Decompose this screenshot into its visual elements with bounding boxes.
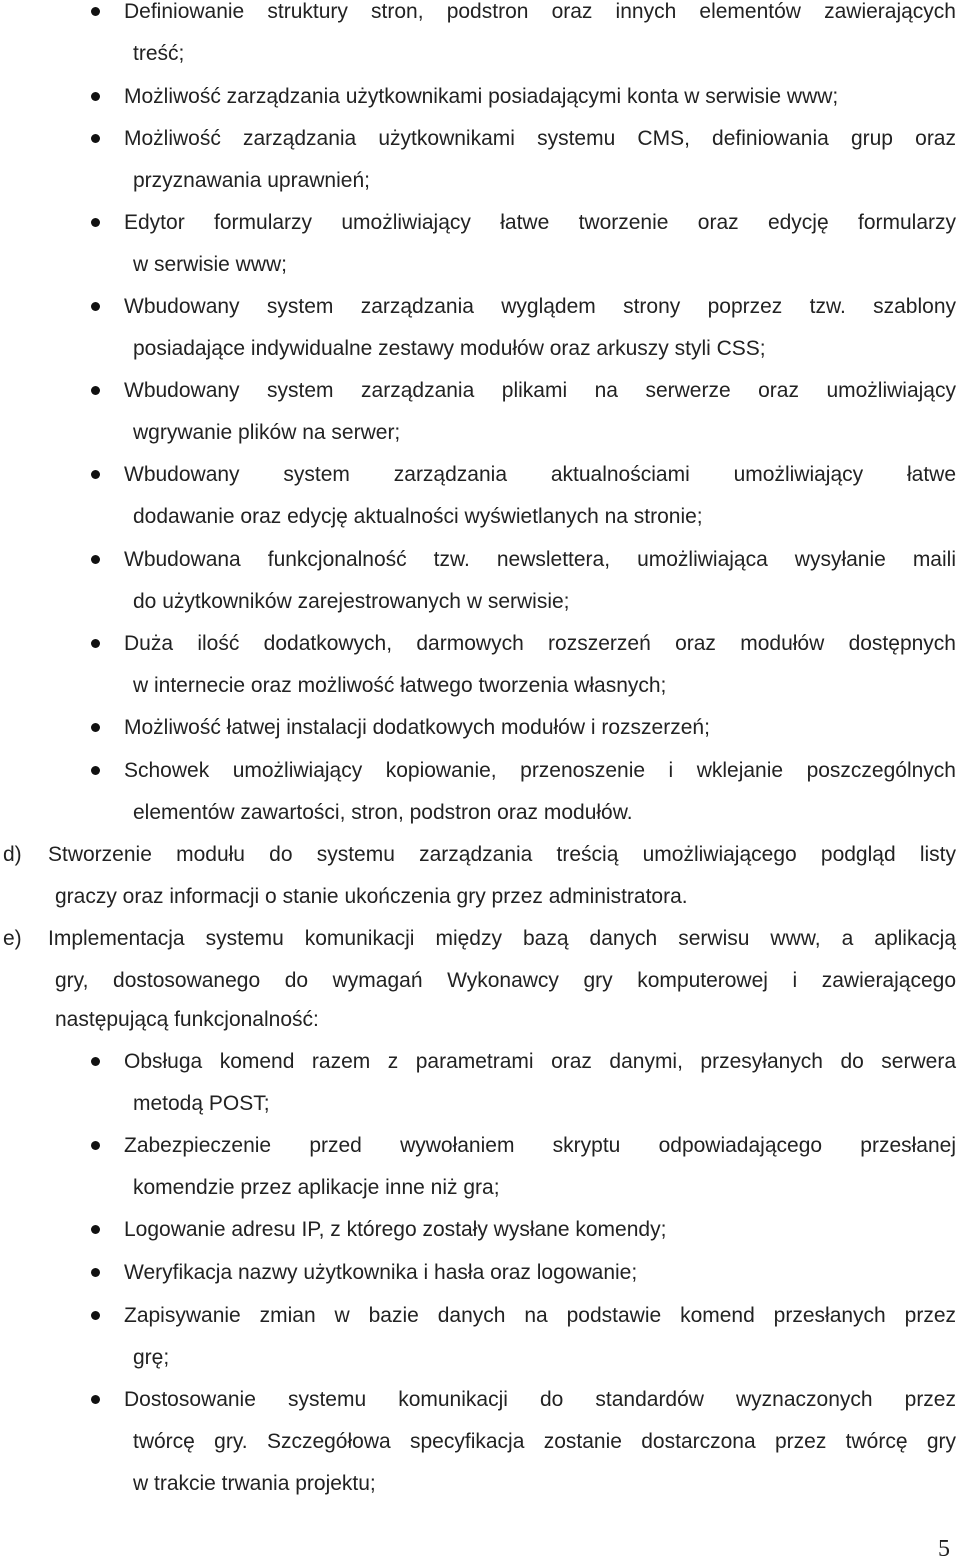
section-marker-d: d) [3,843,22,866]
bullet-marker [91,1057,100,1066]
section-d-line: Stworzenie modułu do systemu zarządzania treścią umożliwiającego podgląd listy [48,843,956,866]
list-item-line: metodą POST; [133,1092,270,1115]
list-item-line: Definiowanie struktury stron, podstron oraz innych elementów zawierających [124,0,956,23]
list-item-line: Wbudowana funkcjonalność tzw. newslettera, umożliwiająca wysyłanie maili [124,548,956,571]
list-item-line: dodawanie oraz edycję aktualności wyświetlanych na stronie; [133,505,703,528]
list-item-line: Wbudowany system zarządzania wyglądem strony poprzez tzw. szablony [124,295,956,318]
list-item-line: Zabezpieczenie przed wywołaniem skryptu odpowiadającego przesłanej [124,1134,956,1157]
bullet-marker [91,766,100,775]
list-item-line: Możliwość łatwej instalacji dodatkowych modułów i rozszerzeń; [124,716,710,739]
list-item-line: posiadające indywidualne zestawy modułów oraz arkuszy styli CSS; [133,337,766,360]
bullet-marker [91,134,100,143]
list-item-line: Wbudowany system zarządzania aktualnościami umożliwiający łatwe [124,463,956,486]
bullet-marker [91,723,100,732]
bullet-marker [91,470,100,479]
list-item-line: Weryfikacja nazwy użytkownika i hasła oraz logowanie; [124,1261,638,1284]
list-item-line: Możliwość zarządzania użytkownikami systemu CMS, definiowania grup oraz [124,127,956,150]
list-item-line: komendzie przez aplikacje inne niż gra; [133,1176,500,1199]
list-item-line: grę; [133,1346,170,1369]
bullet-marker [91,7,100,16]
bullet-marker [91,92,100,101]
list-item-line: wgrywanie plików na serwer; [133,421,401,444]
list-item-line: w serwisie www; [133,253,288,276]
bullet-marker [91,1268,100,1277]
list-item-line: Wbudowany system zarządzania plikami na serwerze oraz umożliwiający [124,379,956,402]
bullet-marker [91,555,100,564]
bullet-marker [91,1395,100,1404]
bullet-marker [91,1225,100,1234]
list-item-line: Dostosowanie systemu komunikacji do standardów wyznaczonych przez [124,1388,956,1411]
section-e-line: następującą funkcjonalność: [55,1008,319,1031]
bullet-marker [91,639,100,648]
list-item-line: w trakcie trwania projektu; [133,1472,376,1495]
list-item-line: Możliwość zarządzania użytkownikami posiadającymi konta w serwisie www; [124,85,839,108]
bullet-marker [91,1311,100,1320]
list-item-line: elementów zawartości, stron, podstron oraz modułów. [133,801,633,824]
section-e-line: gry, dostosowanego do wymagań Wykonawcy gry komputerowej i zawierającego [55,969,956,992]
list-item-line: do użytkowników zarejestrowanych w serwisie; [133,590,570,613]
section-marker-e: e) [3,927,22,950]
section-e-line: Implementacja systemu komunikacji między bazą danych serwisu www, a aplikacją [48,927,956,950]
list-item-line: twórcę gry. Szczegółowa specyfikacja zostanie dostarczona przez twórcę gry [133,1430,956,1453]
list-item-line: Edytor formularzy umożliwiający łatwe tworzenie oraz edycję formularzy [124,211,956,234]
list-item-line: w internecie oraz możliwość łatwego tworzenia własnych; [133,674,667,697]
list-item-line: Duża ilość dodatkowych, darmowych rozszerzeń oraz modułów dostępnych [124,632,956,655]
bullet-marker [91,302,100,311]
list-item-line: Obsługa komend razem z parametrami oraz danymi, przesyłanych do serwera [124,1050,956,1073]
page-number: 5 [938,1536,950,1562]
bullet-marker [91,218,100,227]
bullet-marker [91,386,100,395]
section-d-line: graczy oraz informacji o stanie ukończenia gry przez administratora. [55,885,688,908]
bullet-marker [91,1141,100,1150]
list-item-line: treść; [133,42,185,65]
list-item-line: Zapisywanie zmian w bazie danych na podstawie komend przesłanych przez [124,1304,956,1327]
list-item-line: Logowanie adresu IP, z którego zostały wysłane komendy; [124,1218,667,1241]
list-item-line: przyznawania uprawnień; [133,169,370,192]
list-item-line: Schowek umożliwiający kopiowanie, przenoszenie i wklejanie poszczególnych [124,759,956,782]
